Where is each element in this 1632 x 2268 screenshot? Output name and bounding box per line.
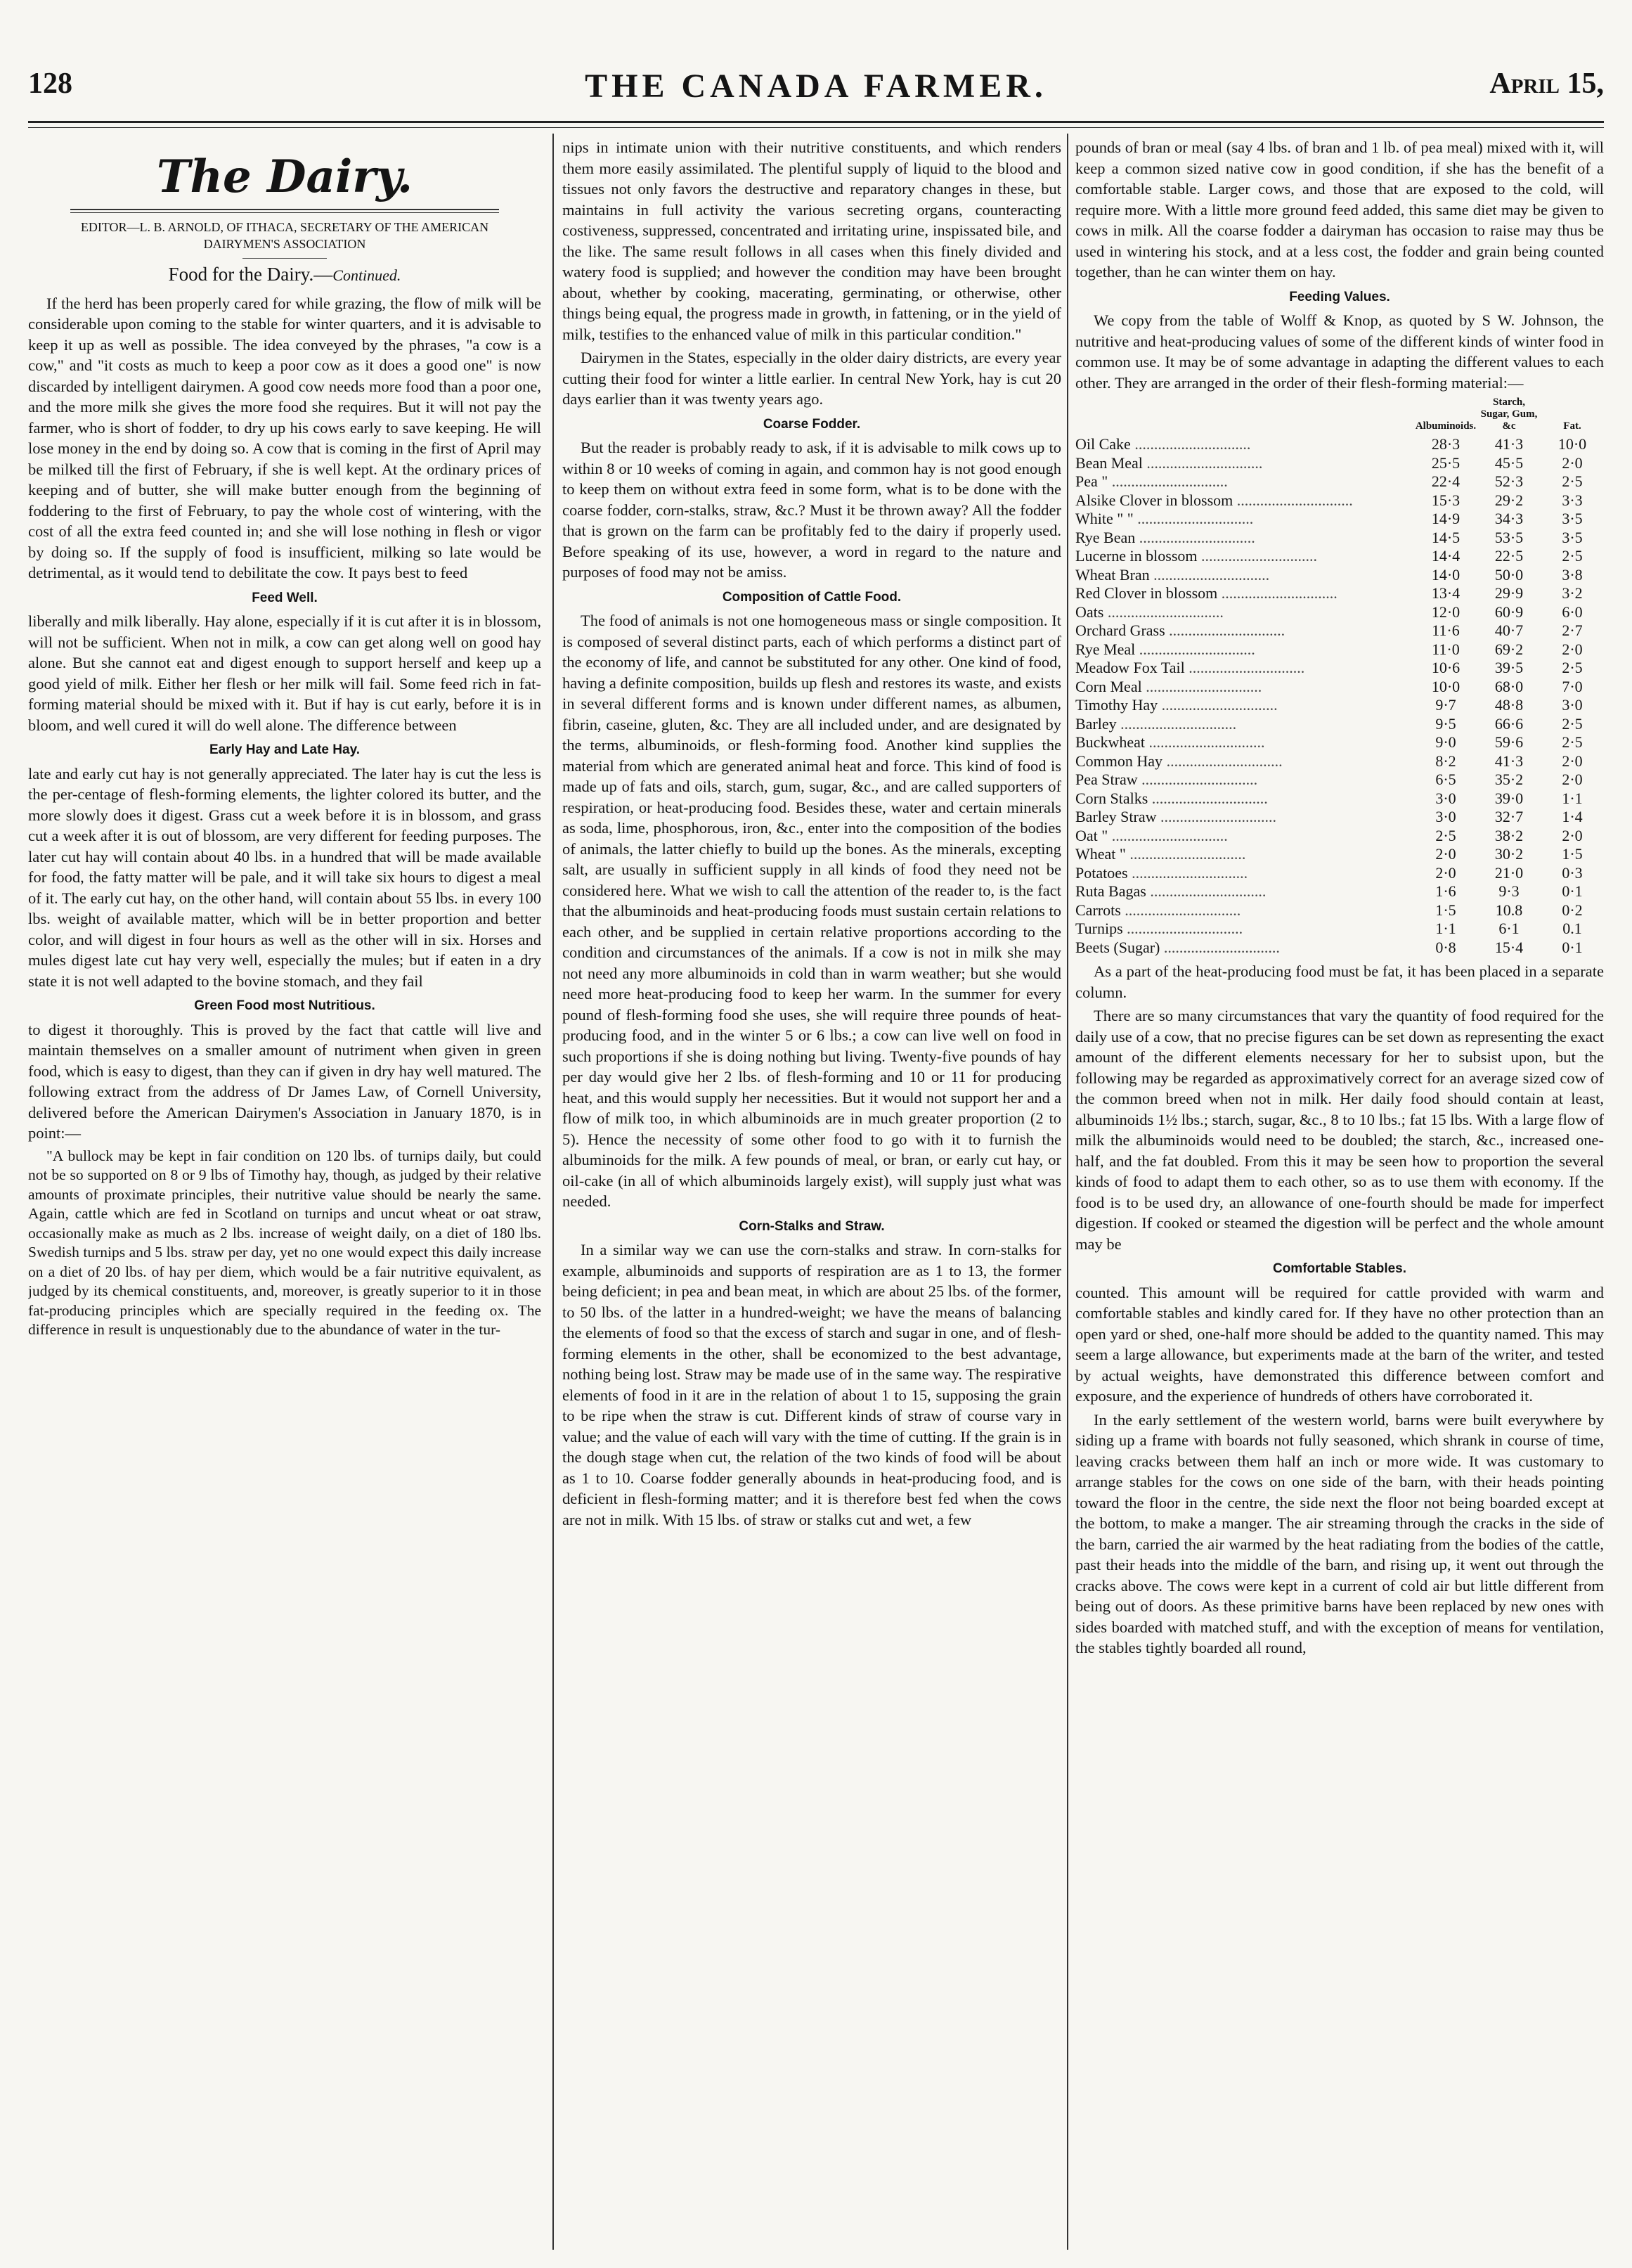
food-name-text: Meadow Fox Tail (1075, 659, 1185, 676)
value-c: 2·5 (1562, 714, 1583, 733)
food-name-text: Rye Meal (1075, 640, 1136, 658)
value-c: 2·7 (1562, 621, 1583, 639)
leader-dots: .............................. (1141, 677, 1262, 695)
title-rule (70, 209, 499, 213)
value-b: 52·3 (1494, 472, 1524, 490)
value-b: 22·5 (1494, 547, 1524, 565)
leader-dots: .............................. (1142, 453, 1263, 472)
food-name (1075, 454, 1414, 473)
subheading: Corn-Stalks and Straw. (739, 1218, 885, 1234)
table-body (1075, 435, 1604, 957)
value-b: 21·0 (1494, 863, 1524, 882)
food-name (1075, 808, 1414, 827)
column-divider (552, 134, 554, 2250)
leader-dots: .............................. (1125, 845, 1246, 863)
table-row (1075, 621, 1604, 640)
value-a: 9·7 (1435, 696, 1456, 714)
value-c: 2·0 (1562, 771, 1583, 788)
table-row (1075, 827, 1604, 846)
value-b: 40·7 (1494, 621, 1524, 639)
leader-dots: .............................. (1148, 789, 1268, 807)
leader-dots: .............................. (1163, 752, 1283, 770)
table-row (1075, 584, 1604, 603)
food-name (1075, 845, 1414, 864)
paragraph: There are so many circumstances that vary the quantity of food required for the daily use of a cow, that no precise figures can be set down as representing the exact amount of the different elements necessary for her to subsist upon, but the following may be regarded as approximatively correct for an average sized cow of the common breed when not in milk. Her daily food should contain at least, albuminoids 1½ lbs.; starch, sugar, &c., 8 to 10 lbs.; fat 15 lbs. With a large flow of milk the albuminoids would need to be doubled; the starch, &c., increased one-half, and the fat doubled. From this it may be seen how to proportion the several kinds of food to adapt them to each other, so as to use them with economy. If the food is to be used dry, an allowance of one-fourth should be made for imperfect digestion. If cooked or steamed the digestion will be perfect and the whole amount may be (1075, 1007, 1604, 1253)
food-name-text: Red Clover in blossom (1075, 584, 1218, 602)
value-c: 6·0 (1562, 603, 1583, 621)
value-a: 22·4 (1431, 472, 1461, 490)
food-name-text: Carrots (1075, 901, 1121, 919)
value-c: 2·5 (1562, 547, 1583, 565)
table-row (1075, 640, 1604, 659)
value-b: 38·2 (1494, 826, 1524, 844)
value-a: 10·6 (1431, 659, 1461, 676)
paragraph: We copy from the table of Wolff & Knop, as quoted by S W. Johnson, the nutritive and heat-producing values of some of the different kinds of winter food in common use. It may be of some advantage in adapting the different values to each other. They are arranged in the order of their flesh-forming material:— (1075, 311, 1604, 392)
value-a: 1·1 (1435, 920, 1456, 937)
value-a: 14·4 (1431, 547, 1461, 565)
value-a: 10·0 (1431, 677, 1461, 695)
column-divider (1067, 134, 1068, 2250)
value-b: 32·7 (1494, 808, 1524, 825)
paragraph: Dairymen in the States, especially in the older dairy districts, are every year cutting their food for winter a little earlier. In central New York, hay is cut 20 days earlier than it was twenty years ago. (562, 349, 1061, 408)
food-name-text: Rye Bean (1075, 528, 1136, 546)
value-c: 1·1 (1562, 789, 1583, 807)
value-a: 8·2 (1435, 752, 1456, 770)
leader-dots: .............................. (1135, 528, 1255, 546)
food-name (1075, 491, 1414, 510)
food-name-text: Corn Meal (1075, 677, 1142, 695)
food-name-text: White " " (1075, 510, 1134, 527)
food-name-text: Alsike Clover in blossom (1075, 491, 1233, 509)
table-row (1075, 491, 1604, 510)
feeding-values-table (1075, 396, 1604, 957)
table-row (1075, 752, 1604, 771)
value-a: 2·0 (1435, 863, 1456, 882)
table-row (1075, 715, 1604, 734)
value-b: 41·3 (1494, 752, 1524, 770)
food-name (1075, 715, 1414, 734)
value-a: 1·6 (1435, 882, 1456, 900)
table-row (1075, 901, 1604, 920)
value-b: 41·3 (1494, 435, 1524, 453)
value-c: 0·1 (1562, 882, 1583, 900)
value-c: 2·0 (1562, 453, 1583, 472)
value-c: 3·3 (1562, 491, 1583, 509)
table-row (1075, 845, 1604, 864)
food-name (1075, 435, 1414, 454)
section-title: The Dairy. (156, 150, 413, 203)
table-row (1075, 678, 1604, 697)
table-row (1075, 659, 1604, 678)
food-name-text: Corn Stalks (1075, 789, 1148, 807)
food-name-text: Barley (1075, 714, 1117, 733)
table-row (1075, 603, 1604, 622)
leader-dots: .............................. (1135, 640, 1255, 658)
food-name-text: Ruta Bagas (1075, 882, 1146, 900)
value-b: 6·1 (1498, 920, 1520, 937)
table-row (1075, 547, 1604, 566)
food-name (1075, 603, 1414, 622)
value-a: 12·0 (1431, 603, 1461, 621)
value-b: 48·8 (1494, 696, 1524, 714)
value-a: 15·3 (1431, 491, 1461, 509)
food-name (1075, 733, 1414, 752)
value-a: 6·5 (1435, 771, 1456, 788)
food-name (1075, 472, 1414, 491)
food-name (1075, 584, 1414, 603)
value-a: 14·9 (1431, 510, 1461, 527)
subheading: Green Food most Nutritious. (194, 998, 375, 1013)
value-a: 13·4 (1431, 584, 1461, 602)
value-a: 11·0 (1432, 640, 1460, 658)
value-a: 2·0 (1435, 845, 1456, 863)
food-name-text: Potatoes (1075, 863, 1128, 882)
food-name-text: Orchard Grass (1075, 621, 1165, 639)
food-name-text: Timothy Hay (1075, 696, 1158, 714)
value-c: 0.1 (1562, 920, 1582, 937)
value-b: 9·3 (1498, 882, 1520, 900)
table-row (1075, 435, 1604, 454)
food-name-text: Buckwheat (1075, 733, 1145, 751)
subheading: Feeding Values. (1289, 289, 1390, 304)
value-c: 2·0 (1562, 752, 1583, 770)
subheading: Comfortable Stables. (1272, 1261, 1407, 1276)
value-b: 39·5 (1494, 659, 1524, 676)
value-a: 9·5 (1435, 714, 1456, 733)
table-row (1075, 939, 1604, 958)
masthead (28, 67, 1604, 109)
leader-dots: .............................. (1217, 584, 1338, 602)
continued-note: Continued. (332, 266, 401, 284)
column-3 (1075, 137, 1604, 2246)
paragraph: nips in intimate union with their nutritive constituents, and which renders them more easily assimilated. The plentiful supply of liquid to the blood and tissues not only favors the destructive and reparatory changes in these, but maintains in full activity the various secreting organs, counteracting costiveness, suppressed, concentrated and irritating urine, inspissated bile, and the like. The same result follows in all cases when this finely divided and watery food is supplied; and however the condition may have been brought about, whether by cooking, macerating, germinating, or otherwise, other things being equal, the progress made in growth, in fattening, or in the yield of milk, testifies to the enhanced value of milk in this particular condition." (562, 138, 1061, 343)
value-b: 35·2 (1494, 771, 1524, 788)
table-header: Fat. (1563, 420, 1581, 432)
column-1 (28, 137, 541, 2246)
paragraph: late and early cut hay is not generally appreciated. The later hay is cut the less is the per-centage of flesh-forming elements, the lighter colored its butter, and the more slowly does it digest. Grass cut a week before it is in blossom, and grass cut a week after it is out of blossom, are very different for feeding purposes. The later cut hay will contain about 40 lbs. in a hundred that will be made available for food, the fatty matter will be pale, and it will take six hours to digest a meal of it. The early cut hay, on the other hand, will contain about 55 lbs. in every 100 lbs. weight of available matter, which will be in better proportion and better color, and will digest in four hours as well as the other will in six. Horses and mules digest late cut hay very well, especially the mules; but if eaten in a dry state it is not well adapted to the bovine stomach, and they fail (28, 764, 541, 990)
leader-dots: .............................. (1146, 882, 1267, 900)
leader-dots: .............................. (1108, 826, 1228, 844)
table-row (1075, 808, 1604, 827)
leader-dots: .............................. (1137, 771, 1258, 788)
food-name (1075, 510, 1414, 529)
value-c: 3·5 (1562, 510, 1583, 527)
subheading: Early Hay and Late Hay. (209, 742, 361, 757)
table-header: Albuminoids. (1415, 420, 1477, 432)
leader-dots: .............................. (1122, 920, 1243, 937)
paragraph: In the early settlement of the western world, barns were built everywhere by siding up a frame with boards not fully seasoned, which shrank in course of time, leaving cracks between them half an inch or more wide. It was customary to arrange stables for the cows on one side of the barn, with their heads pointing toward the floor in the centre, the side next the floor not being boarded except at the bottom, to make a manger. The air streaming through the cracks in the side of the barn, carried the air warmed by the heat radiating from the bodies of the cattle, past their heads into the middle of the barn, and rising up, it went out through the cracks above. The cows were kept in a current of cold air but little different from being out of doors. As these primitive barns have been replaced by new ones with sides boarded with matched stuff, and with the exception of means for ventilation, the stables tightly boarded all round, (1075, 1410, 1604, 1656)
paragraph: liberally and milk liberally. Hay alone, especially if it is cut after it is in blossom, will not be sufficient. When not in milk, a cow can get along well on good hay alone. But she cannot eat and digest enough to support herself and keep up a good yield of milk. Either her flesh or her milk will fail. Some feed rich in fat-forming material should be mixed with it. But if hay is cut early, before it is in bloom, and well cured it will do well alone. The difference between (28, 612, 541, 734)
table-row (1075, 510, 1604, 529)
subheading: Coarse Fodder. (763, 416, 861, 432)
food-name (1075, 696, 1414, 715)
value-b: 34·3 (1494, 510, 1524, 527)
leader-dots: .............................. (1127, 863, 1248, 882)
value-b: 39·0 (1494, 789, 1524, 807)
table-header: Starch, Sugar, Gum, &c (1480, 397, 1538, 432)
paragraph: But the reader is probably ready to ask, if it is advisable to milk cows up to within 8 or 10 weeks of coming in again, and common hay is not good enough to keep them on without extra feed in some form, what is to be done with the coarse fodder, corn-stalks, straw, &c.? Must it be thrown away? All the fodder that is grown on the farm can be profitably fed to the dairy if properly used. Before speaking of its use, however, a word in regard to the nature and purposes of food may not be amiss. (562, 439, 1061, 581)
value-c: 3·8 (1562, 565, 1583, 584)
paragraph: In a similar way we can use the corn-stalks and straw. In corn-stalks for example, albuminoids and supports of respiration are as 1 to 13, the former being deficient; in pea and bean meat, in which are about 25 lbs. of the former, to 50 lbs. of the latter in a hundred-weight; we have the means of balancing the elements of food so that the excess of starch and sugar in one, and of flesh-forming elements in the other, shall be economized to the best advantage, nothing being lost. Straw may be made use of in the same way. The respirative elements of food in it are in the relation of about 1 to 15, supposing the grain to be ripe when the straw is cut. Different kinds of straw of course vary in value; and the value of each will vary with the time of cutting. If the grain is in the dough stage when cut, the relation of the two kinds of food will be about as 1 to 10. Coarse fodder generally abounds in heat-producing food, and is deficient in flesh-forming matter; and it is therefore best fed when the cows are not in milk. With 15 lbs. of straw or stalks cut and wet, a few (562, 1241, 1061, 1528)
value-c: 3·2 (1562, 584, 1583, 602)
value-a: 28·3 (1431, 435, 1461, 453)
value-b: 29·2 (1494, 491, 1524, 509)
value-c: 0·2 (1562, 901, 1583, 919)
table-row (1075, 696, 1604, 715)
page-number: 128 (28, 67, 72, 100)
leader-dots: .............................. (1103, 603, 1224, 621)
table-row (1075, 920, 1604, 939)
value-b: 59·6 (1494, 733, 1524, 751)
value-c: 2·5 (1562, 659, 1583, 676)
table-row (1075, 454, 1604, 473)
divider (242, 258, 327, 259)
leader-dots: .............................. (1133, 510, 1254, 527)
value-b: 60·9 (1494, 603, 1524, 621)
table-row (1075, 864, 1604, 883)
value-b: 30·2 (1494, 845, 1524, 863)
leader-dots: .............................. (1144, 733, 1265, 751)
value-a: 14·0 (1431, 565, 1461, 584)
subheading: Composition of Cattle Food. (722, 589, 902, 605)
leader-dots: .............................. (1158, 696, 1278, 714)
table-header-food (1075, 396, 1414, 435)
value-c: 1·4 (1562, 808, 1583, 825)
value-a: 2·5 (1435, 826, 1456, 844)
food-name (1075, 547, 1414, 566)
value-b: 66·6 (1494, 714, 1524, 733)
leader-dots: .............................. (1233, 491, 1353, 509)
paragraph: The food of animals is not one homogeneous mass or single composition. It is composed of several distinct parts, each of which performs a distinct part of the economy of life, and cannot be substituted for any other. One kind of food, having a definite composition, builds up flesh and restores its waste, and exists in several different forms and is known under different names, as albumen, fibrin, caseine, gluten, &c. They are all included under, and are designated by the terms, albuminoids, or flesh-forming food. Another kind supplies the material from which are generated animal heat and force. This kind of food is made up of fats and oils, starch, gum, sugar, &c., and are called supporters of respiration, or heat-producing food. Besides these, water and certain minerals as soda, lime, phosphorous, iron, &c., enter into the composition of the bodies of animals, the latter chiefly to build up the bones. As the minerals, excepting salt, are usually in sufficient supply in all kinds of food they need not be considered here. What we wish to call the attention of the reader to, is the fact that the albuminoids and heat-producing foods must sustain certain relations to each other, and be supplied in certain relative proportions according to the condition and circumstances of the animals. If a cow is not in milk she may not need any more albuminoids in cold than in warm weather; but she would need more heat-producing food to keep her warm. In the summer for every pound of flesh-forming food she uses, she will require three pounds of heat-producing food, and in the winter 5 or 6 lbs.; a cow can live well on food in such proportions if she is doing nothing but living. Twenty-five pounds of hay per day would give her 2 lbs. of flesh-forming and 10 or 11 for producing heat, and this would supply her necessities. But it would not support her and a flow of milk too, in which albuminoids are in much greater proportion (2 to 5). Hence the necessity of some other food to go with it to furnish the albuminoids for the milk. A few pounds of meal, or bran, or early cut hay, or oil-cake (in all of which albuminoids largely exist), will supply just what was needed. (562, 612, 1061, 1210)
food-name-text: Lucerne in blossom (1075, 547, 1198, 565)
food-name (1075, 621, 1414, 640)
leader-dots: .............................. (1149, 565, 1270, 584)
value-a: 1·5 (1435, 901, 1456, 919)
leader-dots: .............................. (1160, 938, 1280, 956)
table-row (1075, 790, 1604, 808)
table-row (1075, 566, 1604, 585)
paragraph: If the herd has been properly cared for while grazing, the flow of milk will be considerable upon coming to the stable for winter quarters, and it is advisable to keep it up as well as possible. The idea conveyed by the phrases, "a cow is a cow," and "it costs as much to keep a poor cow as it does a good one" is now discarded by intelligent dairymen. A good cow needs more food than a poor one, and the more milk she gives the more food she requires. But it will not pay the farmer, who is short of fodder, to dry up his cows early to save keeping. He will lose money in the end by doing so. A cow that is coming in the first of April may be milked till the first of February, if she is well kept. At the ordinary prices of keeping and of butter, she will make butter enough from the beginning of foddering to the first of February, to pay the whole cost of wintering, with the cost of all the extra feed counted in; and she will lose nothing in flesh or vigor by doing so. If the supply of food is insufficient, milking so late would be detrimental, as it would tend to debilitate the cow. It pays best to feed (28, 294, 541, 581)
value-a: 14·5 (1431, 528, 1461, 546)
value-a: 9·0 (1435, 733, 1456, 751)
value-b: 50·0 (1494, 565, 1524, 584)
food-name (1075, 529, 1414, 548)
paragraph: to digest it thoroughly. This is proved by the fact that cattle will live and maintain themselves on a smaller amount of nutriment when given in green food, which is easy to digest, than they can if given in dry hay well matured. The following extract from the address of Dr James Law, of Cornell University, delivered before the American Dairymen's Association in January 1870, is in point:— (28, 1020, 541, 1142)
food-name (1075, 678, 1414, 697)
leader-dots: .............................. (1116, 714, 1237, 733)
value-c: 2·5 (1562, 733, 1583, 751)
value-b: 15·4 (1494, 938, 1524, 956)
value-c: 1·5 (1562, 845, 1583, 863)
food-name (1075, 882, 1414, 901)
leader-dots: .............................. (1184, 659, 1305, 676)
table-row (1075, 771, 1604, 790)
food-name-text: Pea Straw (1075, 771, 1138, 788)
value-b: 69·2 (1494, 640, 1524, 658)
value-a: 0·8 (1435, 938, 1456, 956)
food-name-text: Common Hay (1075, 752, 1163, 770)
food-name-text: Oil Cake (1075, 435, 1131, 453)
food-name (1075, 640, 1414, 659)
value-a: 3·0 (1435, 808, 1456, 825)
value-c: 2·0 (1562, 826, 1583, 844)
leader-dots: .............................. (1165, 621, 1285, 639)
value-c: 0·3 (1562, 863, 1583, 882)
food-name-text: Beets (Sugar) (1075, 938, 1160, 956)
value-c: 3·0 (1562, 696, 1583, 714)
table-row (1075, 882, 1604, 901)
leader-dots: .............................. (1130, 435, 1251, 453)
value-b: 10.8 (1495, 901, 1523, 919)
value-c: 0·1 (1562, 938, 1583, 956)
value-b: 53·5 (1494, 528, 1524, 546)
food-name (1075, 659, 1414, 678)
food-name (1075, 939, 1414, 958)
value-b: 45·5 (1494, 453, 1524, 472)
value-c: 10·0 (1557, 435, 1587, 453)
editor-line: EDITOR—L. B. ARNOLD, OF ITHACA, SECRETARY OF THE AMERICAN DAIRYMEN'S ASSOCIATION (80, 220, 489, 251)
header-rule (28, 121, 1604, 128)
table-row (1075, 472, 1604, 491)
table-row (1075, 529, 1604, 548)
leader-dots: .............................. (1108, 472, 1228, 490)
issue-date: April 15, (1489, 67, 1604, 100)
quotation: "A bullock may be kept in fair condition on 120 lbs. of turnips daily, but could not be so supported on 8 or 9 lbs of Timothy hay, though, as judged by their relative amounts of proximate principles, their nutritive value should be nearly the same. Again, cattle which are fed in Scotland on turnips and uncut wheat or oat straw, occasionally make as much as 2 lbs. increase of weight daily, on a diet of 180 lbs. Swedish turnips and 5 lbs. straw per day, yet no one would expect this daily increase on a diet of 20 lbs. of hay per diem, which would be a fair nutritive equivalent, as judged by its chemical constituents, and, moreover, is greatly superior to it in those fat-producing principles which are specially required in the feeding ox. The difference in result is unquestionably due to the abundance of water in the tur- (28, 1147, 541, 1338)
value-b: 29·9 (1494, 584, 1524, 602)
subheading: Feed Well. (252, 590, 318, 605)
food-name (1075, 827, 1414, 846)
value-a: 3·0 (1435, 789, 1456, 807)
food-name (1075, 752, 1414, 771)
food-name-text: Wheat " (1075, 845, 1126, 863)
food-name-text: Oat " (1075, 826, 1108, 844)
value-a: 11·6 (1432, 621, 1460, 639)
food-name-text: Wheat Bran (1075, 565, 1150, 584)
food-name-text: Oats (1075, 603, 1104, 621)
leader-dots: .............................. (1197, 547, 1318, 565)
food-name (1075, 920, 1414, 939)
paragraph: pounds of bran or meal (say 4 lbs. of bran and 1 lb. of pea meal) mixed with it, will keep a common sized native cow in good condition, if she has the benefit of a comfortable stable. Larger cows, and those that are exposed to the cold, will require more. With a little more ground feed added, this same diet may be given to cows in milk. All the coarse fodder a dairyman has occasion to raise may thus be used in wintering his stock, and at a less cost, the fodder and grain being counted together, than he can winter them on hay. (1075, 138, 1604, 281)
food-name-text: Bean Meal (1075, 453, 1143, 472)
food-name-text: Barley Straw (1075, 808, 1157, 825)
column-2 (562, 137, 1061, 2246)
food-name-text: Pea " (1075, 472, 1108, 490)
article-title: Food for the Dairy.—Continued. (168, 264, 401, 285)
leader-dots: .............................. (1120, 901, 1241, 919)
leader-dots: .............................. (1156, 808, 1276, 825)
paragraph: counted. This amount will be required for cattle provided with warm and comfortable stables and kindly cared for. If they have no other protection than an open yard or shed, one-half more should be added to the quantity named. This may seem a large allowance, but experiments made at the barn of the writer, and tested by actual weights, have demonstrated this difference between comfort and exposure, and the experience of hundreds of others have corroborated it. (1075, 1283, 1604, 1405)
food-name (1075, 901, 1414, 920)
food-name-text: Turnips (1075, 920, 1123, 937)
food-name (1075, 790, 1414, 808)
paragraph: As a part of the heat-producing food must be fat, it has been placed in a separate column. (1075, 962, 1604, 1001)
food-name (1075, 566, 1414, 585)
value-c: 2·0 (1562, 640, 1583, 658)
value-a: 25·5 (1431, 453, 1461, 472)
table-row (1075, 733, 1604, 752)
food-name (1075, 864, 1414, 883)
value-c: 3·5 (1562, 528, 1583, 546)
publication-title: THE CANADA FARMER. (585, 67, 1047, 105)
value-c: 7·0 (1562, 677, 1583, 695)
food-name (1075, 771, 1414, 790)
value-b: 68·0 (1494, 677, 1524, 695)
article-title-text: Food for the Dairy. (168, 264, 314, 285)
value-c: 2·5 (1562, 472, 1583, 490)
